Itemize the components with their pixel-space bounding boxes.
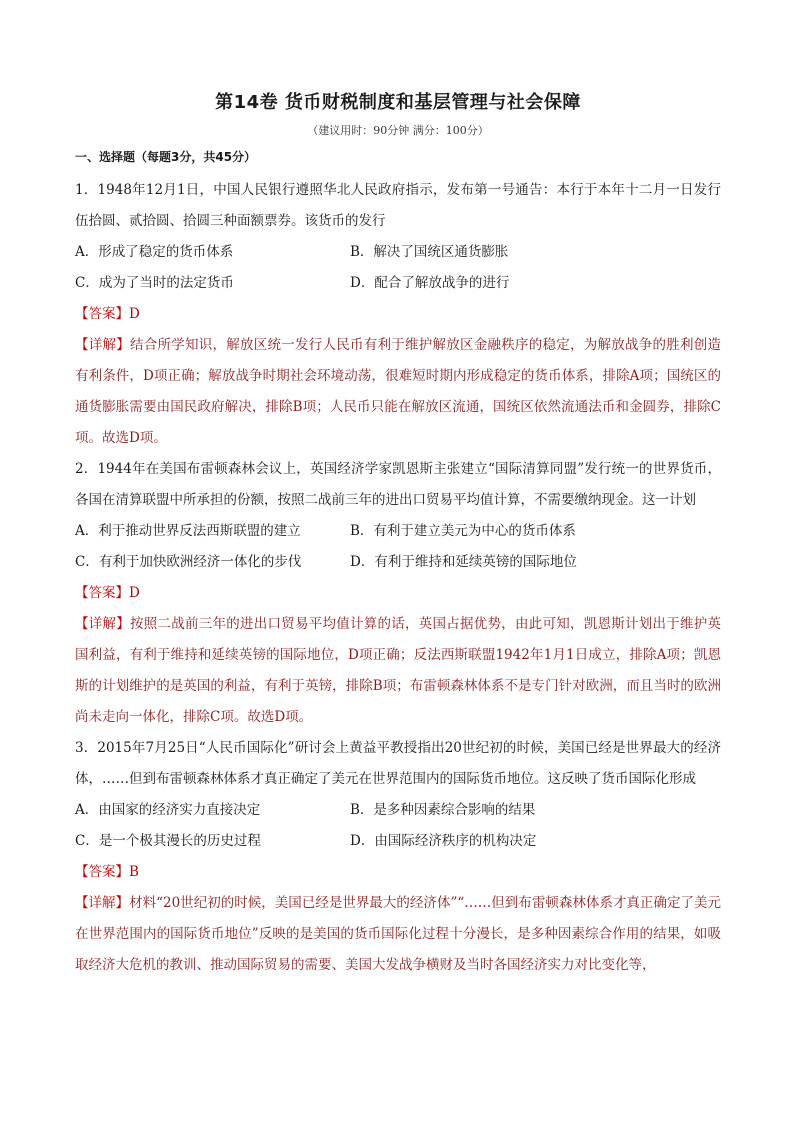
question-1	[75, 175, 721, 454]
option-d: D．有利于维持和延续英镑的国际地位	[350, 554, 577, 570]
answer-value: D	[129, 585, 140, 601]
answer-value: D	[129, 306, 140, 322]
section-heading: 一、选择题（每题3分，共45分）	[75, 150, 257, 164]
detail-paragraph	[75, 609, 721, 733]
page-title: 第14卷 货币财税制度和基层管理与社会保障	[215, 92, 581, 113]
options-row	[75, 826, 721, 857]
option-d: D．配合了解放战争的进行	[350, 275, 510, 291]
detail-text: 材料“20世纪初的时候，美国已经是世界最大的经济体”“……但到布雷顿森林体系才真正确定了美元在世界范围内的国际货币地位”反映的是美国的货币国际化过程十分漫长，是多种因素综合作用的结果，如吸取经济大危机的教训、推动国际贸易的需要、美国大发战争横财及当时各国经济实力对比变化等，	[75, 895, 721, 973]
option-b: B．解决了国统区通货膨胀	[350, 244, 509, 260]
options-row	[75, 547, 721, 578]
answer-value: B	[129, 864, 139, 880]
detail-paragraph	[75, 888, 721, 981]
detail-paragraph	[75, 330, 721, 454]
option-b: B．有利于建立美元为中心的货币体系	[350, 523, 576, 539]
question-stem: 3．2015年7月25日“人民币国际化”研讨会上黄益平教授指出20世纪初的时候，美国已经是世界最大的经济体，……但到布雷顿森林体系才真正确定了美元在世界范围内的国际货币地位。这反映了货币国际化形成	[75, 740, 721, 787]
question-stem: 2．1944年在美国布雷顿森林会议上，英国经济学家凯恩斯主张建立“国际清算同盟”发行统一的世界货币，各国在清算联盟中所承担的份额，按照二战前三年的进出口贸易平均值计算，不需要缴纳现金。这一计划	[75, 461, 721, 508]
options-row	[75, 268, 721, 299]
option-a: A．形成了稳定的货币体系	[75, 244, 234, 260]
detail-tag: 【详解】	[75, 895, 130, 911]
answer-line	[75, 857, 721, 888]
option-c: C．成为了当时的法定货币	[75, 275, 234, 291]
detail-tag: 【详解】	[75, 616, 130, 632]
options-row	[75, 516, 721, 547]
option-d: D．由国际经济秩序的机构决定	[350, 833, 537, 849]
answer-line	[75, 578, 721, 609]
options-row	[75, 795, 721, 826]
question-stem: 1．1948年12月1日，中国人民银行遵照华北人民政府指示，发布第一号通告：本行于本年十二月一日发行伍拾圆、贰拾圆、拾圆三种面额票券。该货币的发行	[75, 182, 721, 229]
document-page	[75, 88, 721, 981]
option-a: A．由国家的经济实力直接决定	[75, 802, 261, 818]
detail-tag: 【详解】	[75, 337, 130, 353]
options-row	[75, 237, 721, 268]
answer-tag: 【答案】	[75, 585, 129, 601]
question-3	[75, 733, 721, 981]
option-c: C．有利于加快欧洲经济一体化的步伐	[75, 554, 302, 570]
answer-line	[75, 299, 721, 330]
question-2	[75, 454, 721, 733]
option-a: A．利于推动世界反法西斯联盟的建立	[75, 523, 301, 539]
answer-tag: 【答案】	[75, 864, 129, 880]
detail-text: 按照二战前三年的进出口贸易平均值计算的话，英国占据优势，由此可知，凯恩斯计划出于维护英国利益，有利于维持和延续英镑的国际地位，D项正确；反法西斯联盟1942年1月1日成立，排除A项；凯恩斯的计划维护的是英国的利益，有利于英镑，排除B项；布雷顿森林体系不是专门针对欧洲，而且当时的欧洲尚未走向一体化，排除C项。故选D项。	[75, 616, 721, 725]
option-c: C．是一个极其漫长的历史过程	[75, 833, 261, 849]
page-subtitle: （建议用时：90分钟 满分：100分）	[307, 124, 489, 137]
option-b: B．是多种因素综合影响的结果	[350, 802, 536, 818]
detail-text: 结合所学知识，解放区统一发行人民币有利于维护解放区金融秩序的稳定，为解放战争的胜利创造有利条件，D项正确；解放战争时期社会环境动荡，很难短时期内形成稳定的货币体系，排除A项；国统区的通货膨胀需要由国民政府解决，排除B项；人民币只能在解放区流通，国统区依然流通法币和金圆券，排除C项。故选D项。	[75, 337, 721, 446]
answer-tag: 【答案】	[75, 306, 129, 322]
